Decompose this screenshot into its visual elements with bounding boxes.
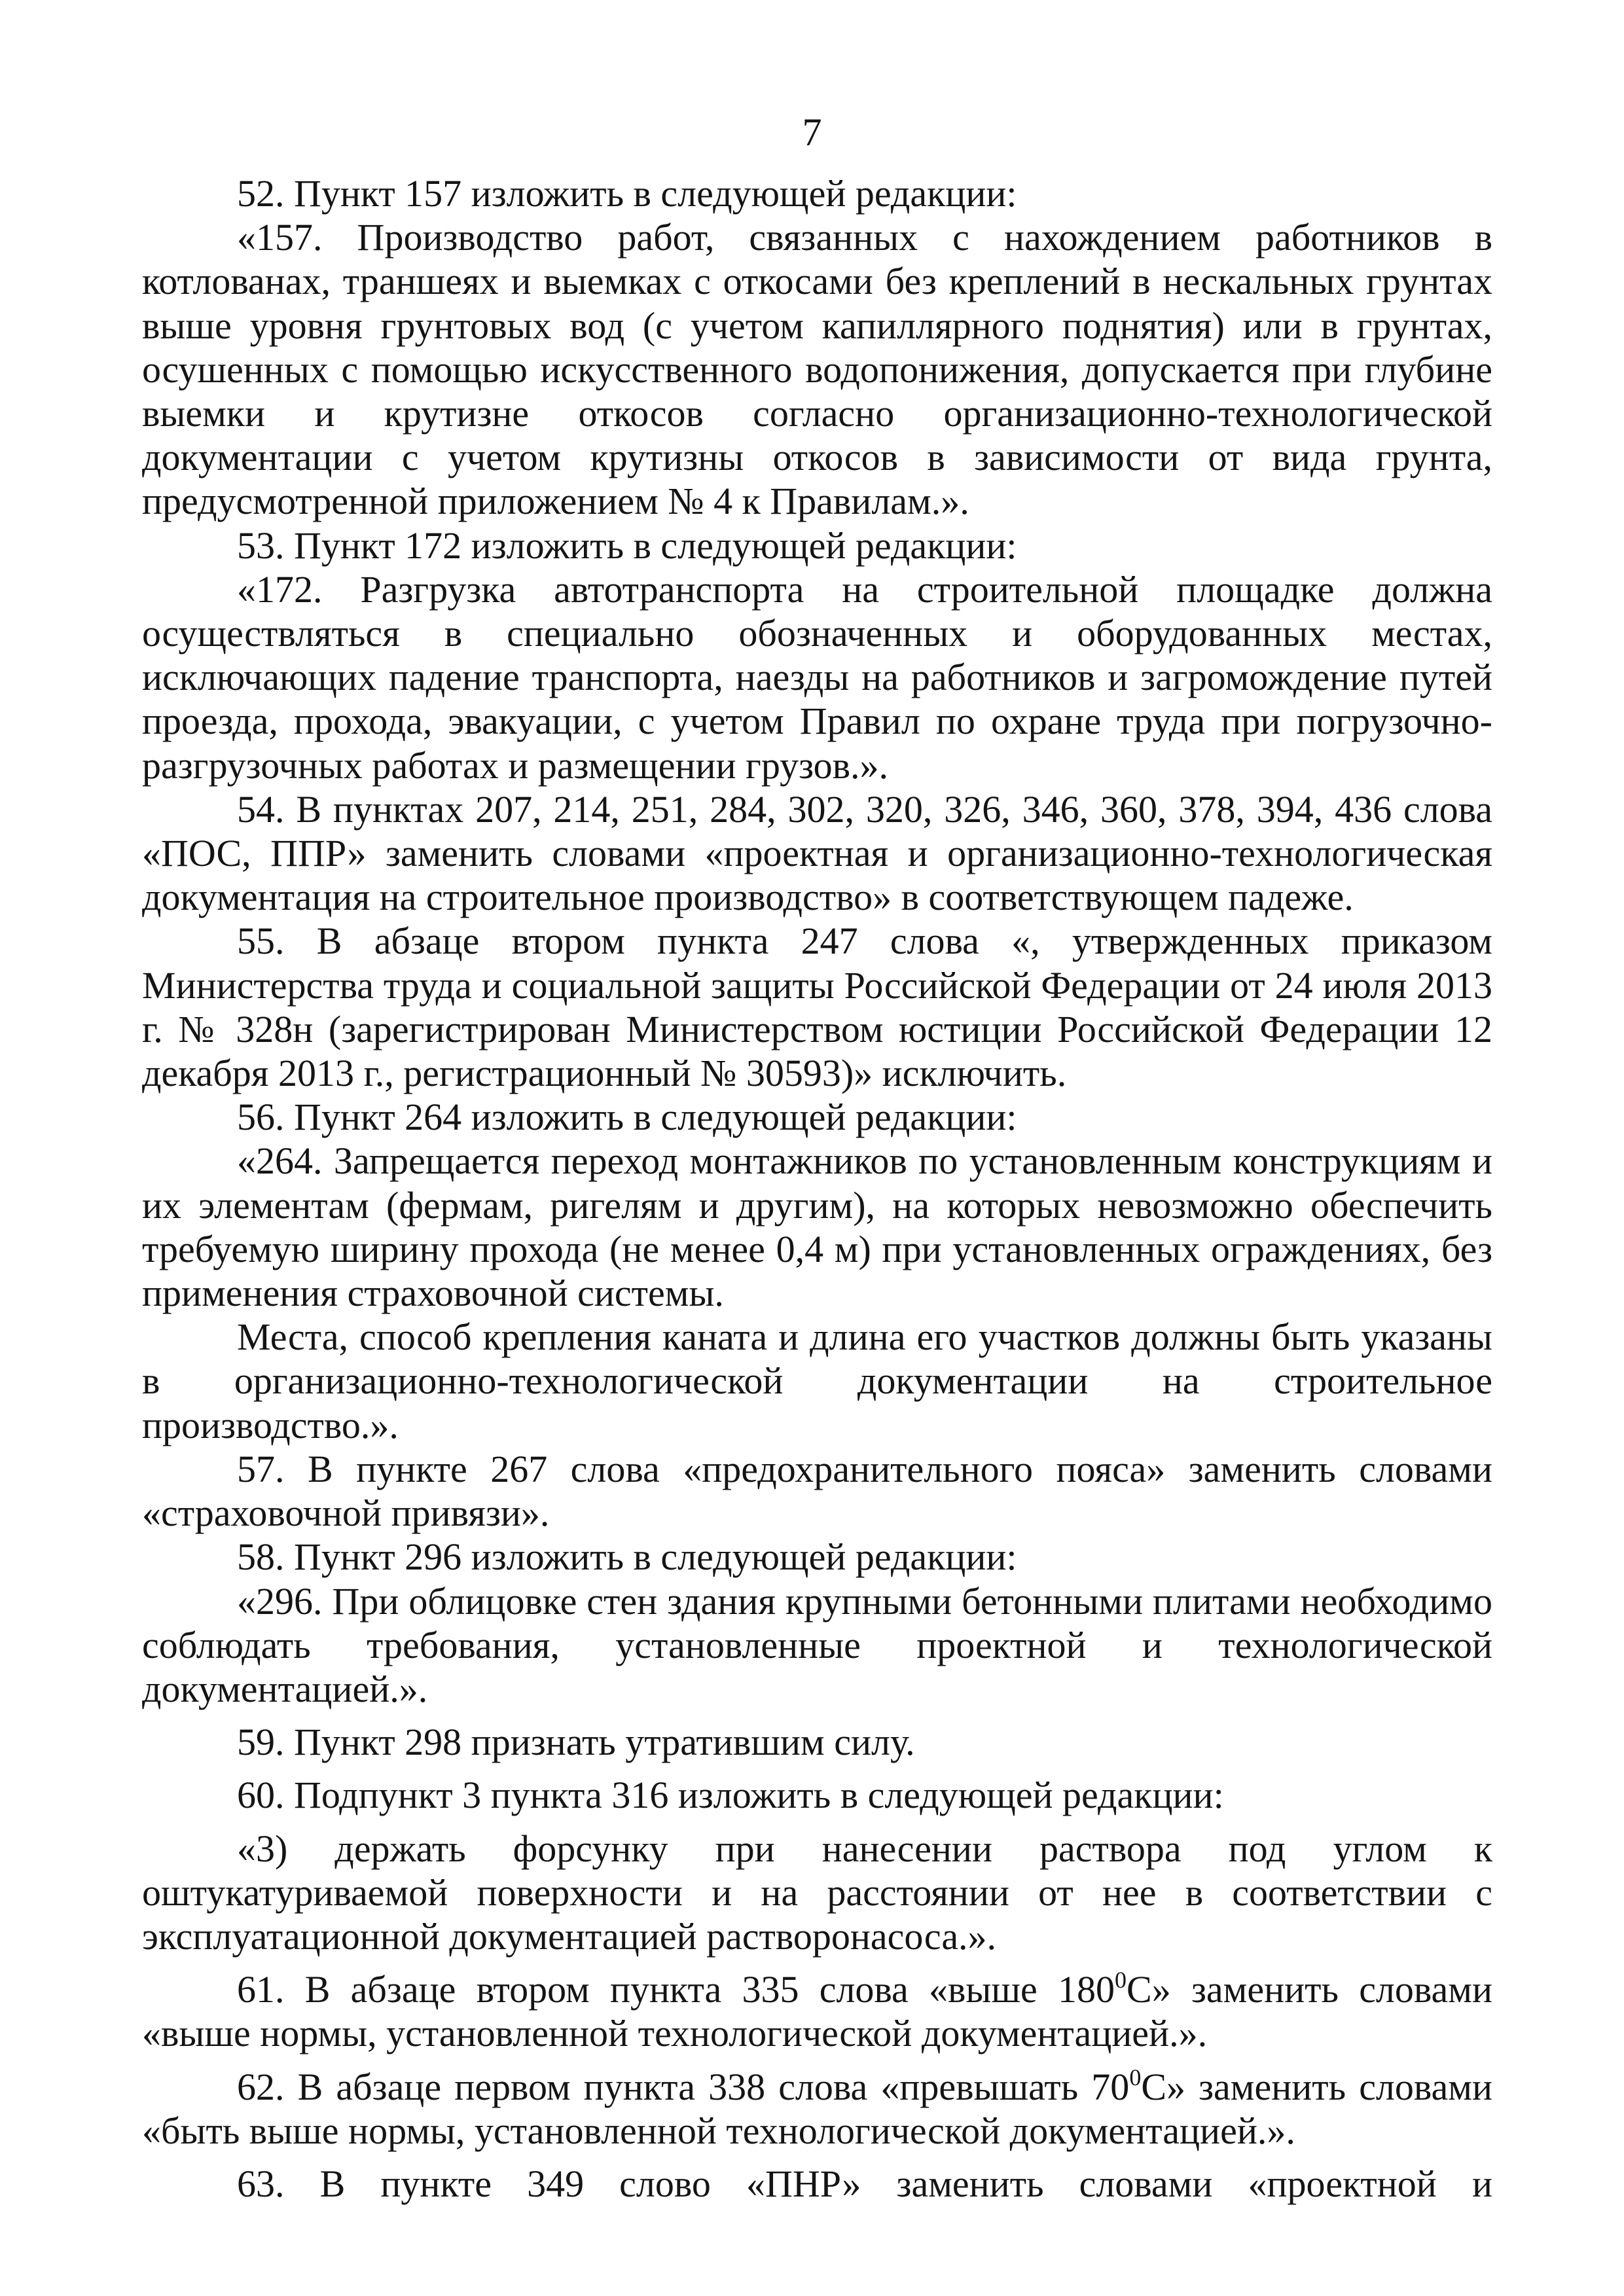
item-63: 63. В пункте 349 слово «ПНР» заменить словами «проектной и (237, 2162, 1492, 2205)
item-61-degree: 0 (1115, 1967, 1127, 1994)
item-57: 57. В пункте 267 слова «предохранительного пояса» заменить словами «страховочной привязи». (142, 1447, 1492, 1535)
item-62 (142, 2065, 1492, 2153)
item-60-heading: 60. Подпункт 3 пункта 316 изложить в следующей редакции: (237, 1774, 1224, 1817)
item-55: 55. В абзаце втором пункта 247 слова «, утвержденных приказом Министерства труда и социальной защиты Российской Федерации от 24 июля 2013 г. № 328н (зарегистрирован Министерством юстиции Российской Федерации 12 декабря 2013 г., регистрационный № 30593)» исключить. (142, 920, 1492, 1095)
item-53-text: «172. Разгрузка автотранспорта на строительной площадке должна осуществляться в специально обозначенных и оборудованных местах, исключающих падение транспорта, наезды на работников и загромождение путей проезда, прохода, эвакуации, с учетом Правил по охране труда при погрузочно-разгрузочных работах и размещении грузов.». (142, 567, 1492, 787)
item-62-text-a: 62. В абзаце первом пункта 338 слова «превышать 70 (237, 2065, 1130, 2108)
item-61-text-b: С» заменить словами «выше нормы, установленной технологической документацией.». (142, 1968, 1492, 2055)
document-body (142, 171, 1492, 2206)
item-62-text-b: С» заменить словами «быть выше нормы, установленной технологической документацией.». (142, 2065, 1492, 2152)
item-61-text-a: 61. В абзаце втором пункта 335 слова «выше 180 (237, 1968, 1115, 2011)
item-53-heading: 53. Пункт 172 изложить в следующей редакции: (237, 524, 1017, 567)
item-58-text: «296. При облицовке стен здания крупными бетонными плитами необходимо соблюдать требования, установленные проектной и технологической документацией.». (142, 1579, 1492, 1710)
item-52-heading: 52. Пункт 157 изложить в следующей редакции: (237, 172, 1017, 215)
item-56-text-2: Места, способ крепления каната и длина его участков должны быть указаны в организационно-технологической документации на строительное производство.». (142, 1316, 1492, 1446)
item-60-text: «3) держать форсунку при нанесении раствора под углом к оштукатуриваемой поверхности и на расстоянии от нее в соответствии с эксплуатационной документацией растворонасоса.». (142, 1827, 1492, 1958)
item-52-text: «157. Производство работ, связанных с нахождением работников в котлованах, траншеях и выемках с откосами без креплений в нескальных грунтах выше уровня грунтовых вод (с учетом капиллярного поднятия) или в грунтах, осушенных с помощью искусственного водопонижения, допускается при глубине выемки и крутизне откосов согласно организационно-технологической документации с учетом крутизны откосов в зависимости от вида грунта, предусмотренной приложением № 4 к Правилам.». (142, 216, 1492, 523)
item-62-degree: 0 (1129, 2064, 1142, 2090)
item-56-heading: 56. Пункт 264 изложить в следующей редакции: (237, 1096, 1017, 1139)
item-56-text-1: «264. Запрещается переход монтажников по установленным конструкциям и их элементам (фермам, ригелям и другим), на которых невозможно обеспечить требуемую ширину прохода (не менее 0,4 м) при установленных ограждениях, без применения страховочной системы. (142, 1139, 1492, 1315)
page-number: 7 (802, 111, 822, 154)
item-58-heading: 58. Пункт 296 изложить в следующей редакции: (237, 1535, 1017, 1579)
item-54: 54. В пунктах 207, 214, 251, 284, 302, 320, 326, 346, 360, 378, 394, 436 слова «ПОС, ППР» заменить словами «проектная и организационно-технологическая документация на строительное производство» в соответствующем падеже. (142, 787, 1492, 919)
item-59: 59. Пункт 298 признать утратившим силу. (237, 1721, 915, 1764)
item-61 (142, 1967, 1492, 2055)
